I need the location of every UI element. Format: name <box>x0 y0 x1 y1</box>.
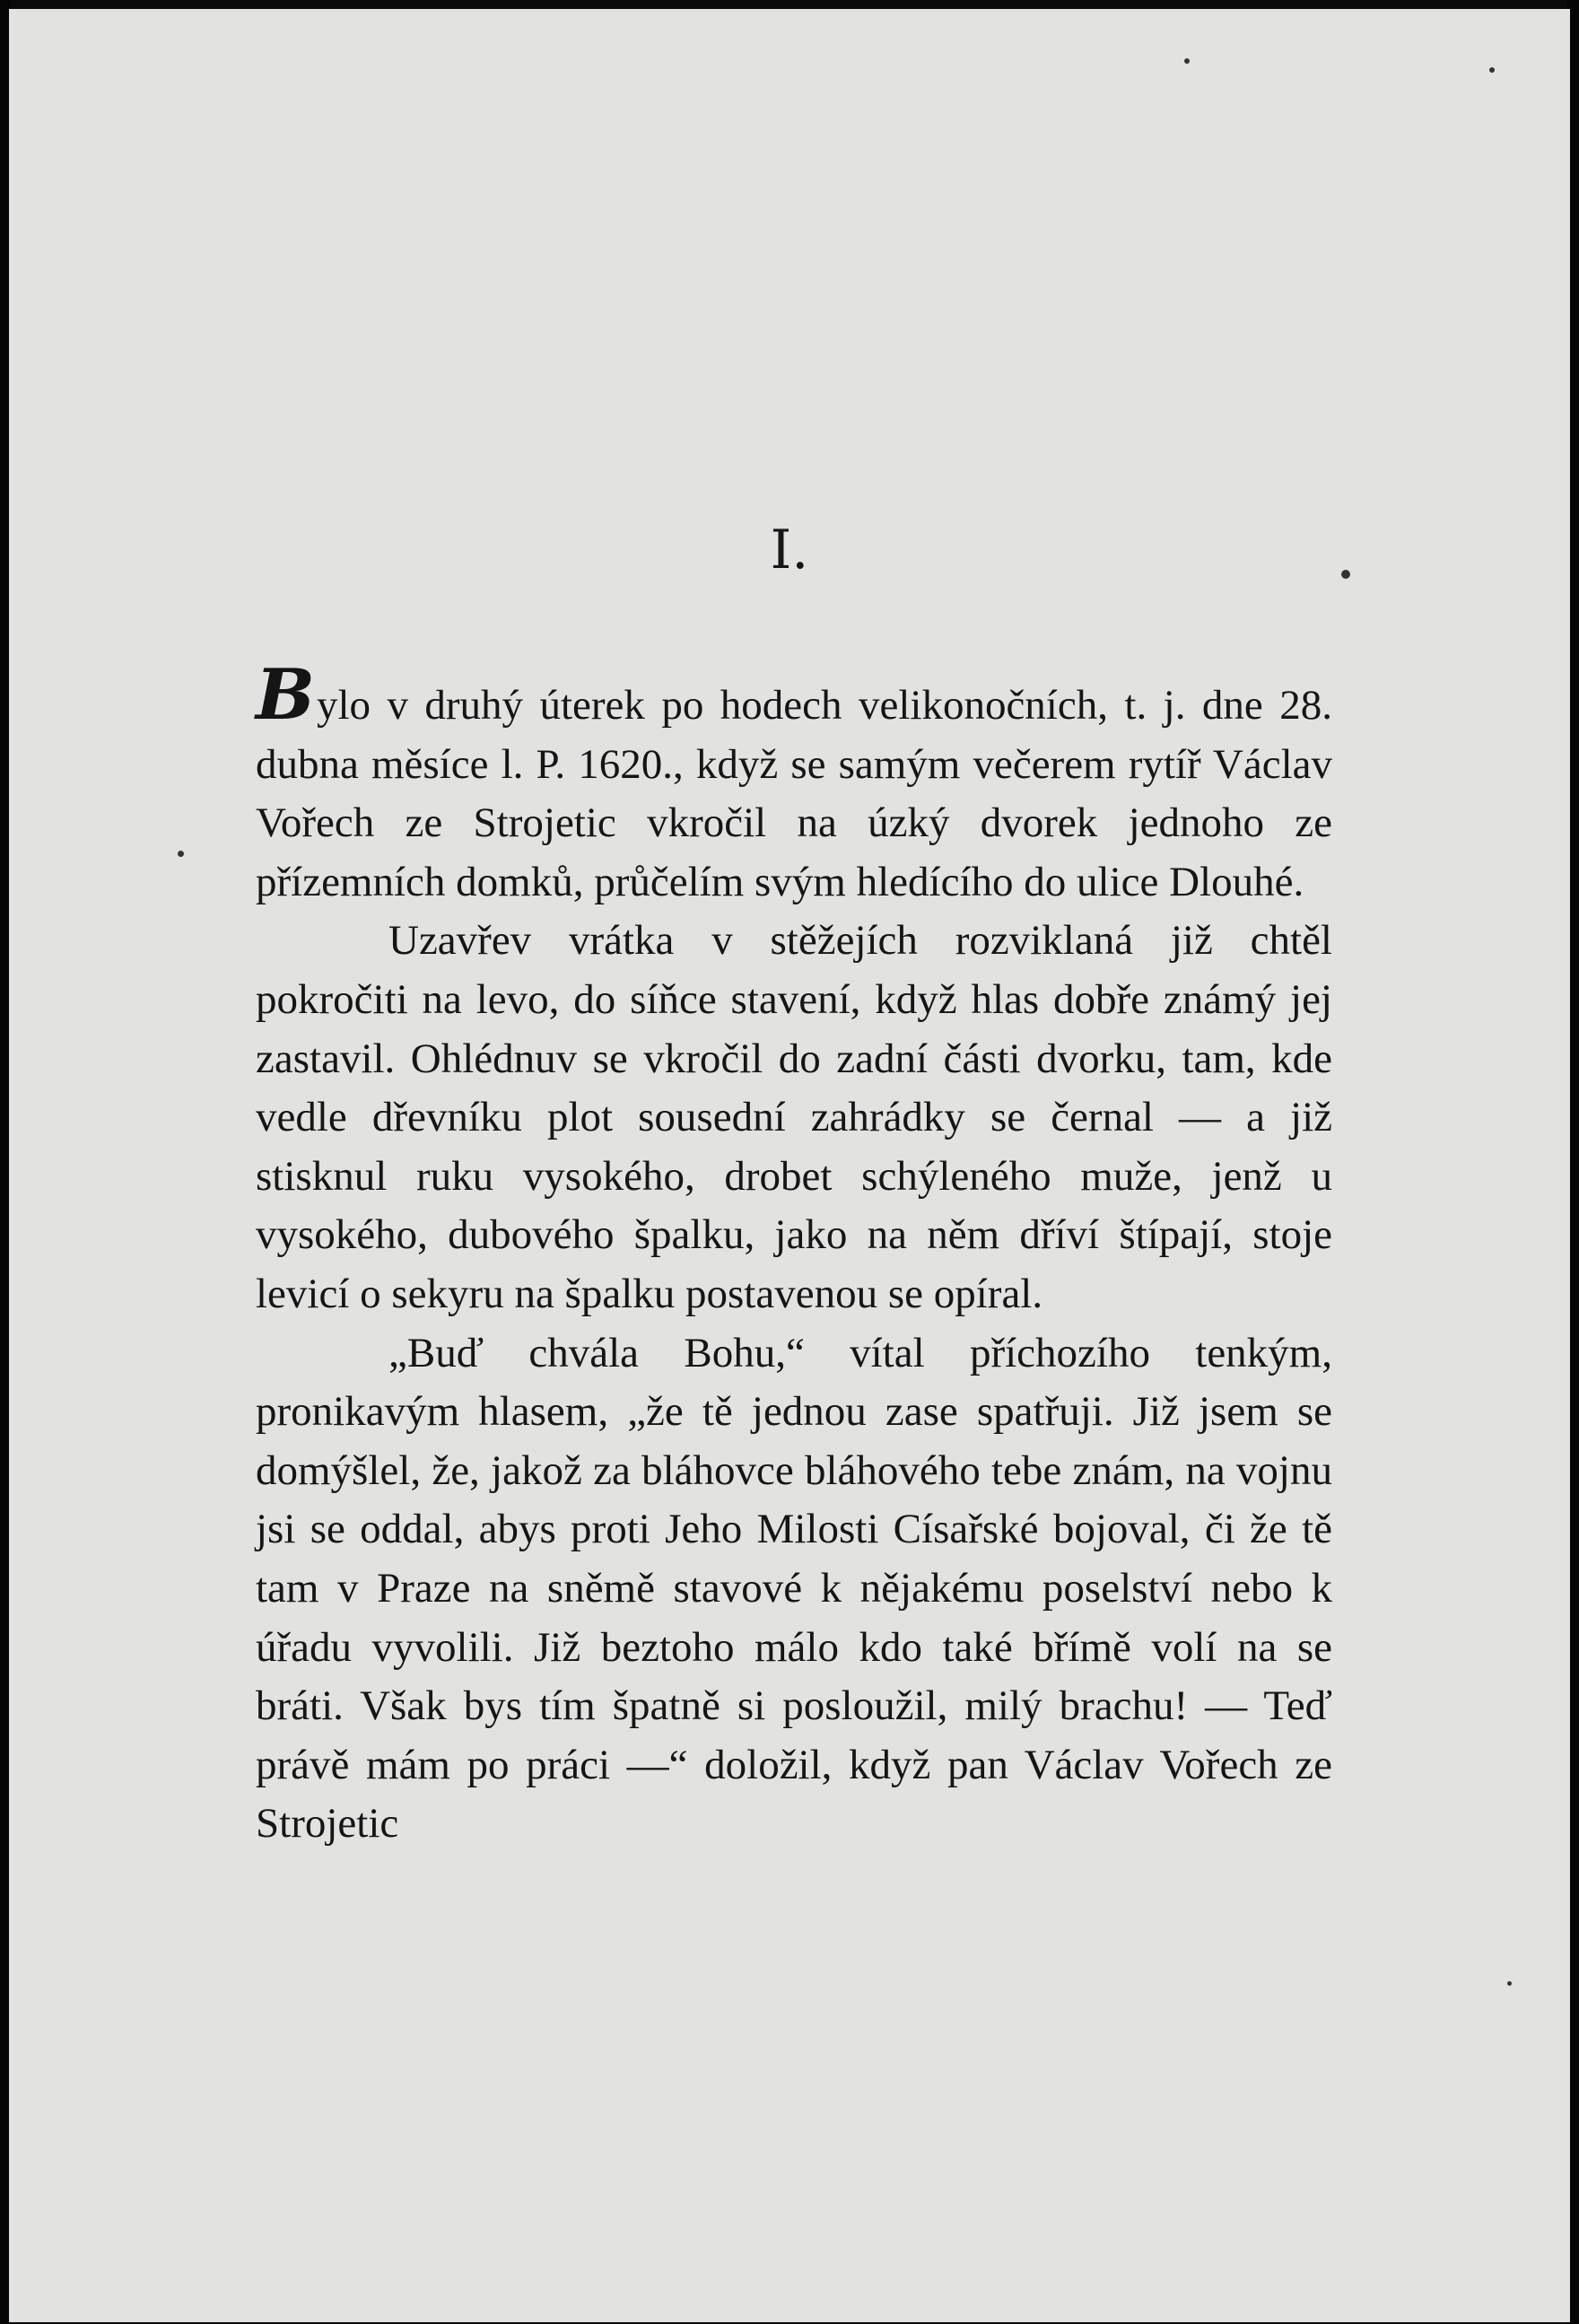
drop-cap: B <box>256 654 315 736</box>
body-text <box>256 654 1332 1854</box>
paragraph-1-text: ylo v druhý úterek po hodech velikonočních, t. j. dne 28. dubna měsíce l. P. 1620., když se samým večerem rytíř Václav Vořech ze Strojetic vkročil na úzký dvorek jednoho ze přízemních domků, průčelím svým hledícího do ulice Dlouhé. <box>256 682 1332 905</box>
scan-speck <box>1507 1981 1512 1986</box>
paragraph-1 <box>256 654 1332 912</box>
book-page <box>9 9 1570 2322</box>
paragraph-2: Uzavřev vrátka v stěžejích rozviklaná již chtěl pokročiti na levo, do síňce stavení, když hlas dobře známý jej zastavil. Ohlédnuv se vkročil do zadní části dvorku, tam, kde vedle dřevníku plot sousední zahrádky se černal — a již stisknul ruku vysokého, drobet schýleného muže, jenž u vysokého, dubového špalku, jako na něm dříví štípají, stoje levicí o sekyru na špalku postavenou se opíral. <box>256 917 1332 1317</box>
chapter-heading: I. <box>770 519 809 581</box>
scan-speck <box>178 851 184 857</box>
scan-speck <box>1184 58 1190 64</box>
paragraph-3: „Buď chvála Bohu,“ vítal příchozího tenkým, pronikavým hlasem, „že tě jednou zase spatřuji. Již jsem se domýšlel, že, jakož za bláhovce bláhového tebe znám, na vojnu jsi se oddal, abys proti Jeho Milosti Císařské bojoval, či že tě tam v Praze na sněmě stavové k nějakému poselství nebo k úřadu vyvolili. Již beztoho málo kdo také břímě volí na se bráti. Však bys tím špatně si posloužil, milý brachu! — Teď právě mám po práci —“ doložil, když pan Václav Vořech ze Strojetic <box>256 1329 1332 1848</box>
scan-speck <box>1489 67 1495 73</box>
scan-speck <box>1341 570 1350 579</box>
